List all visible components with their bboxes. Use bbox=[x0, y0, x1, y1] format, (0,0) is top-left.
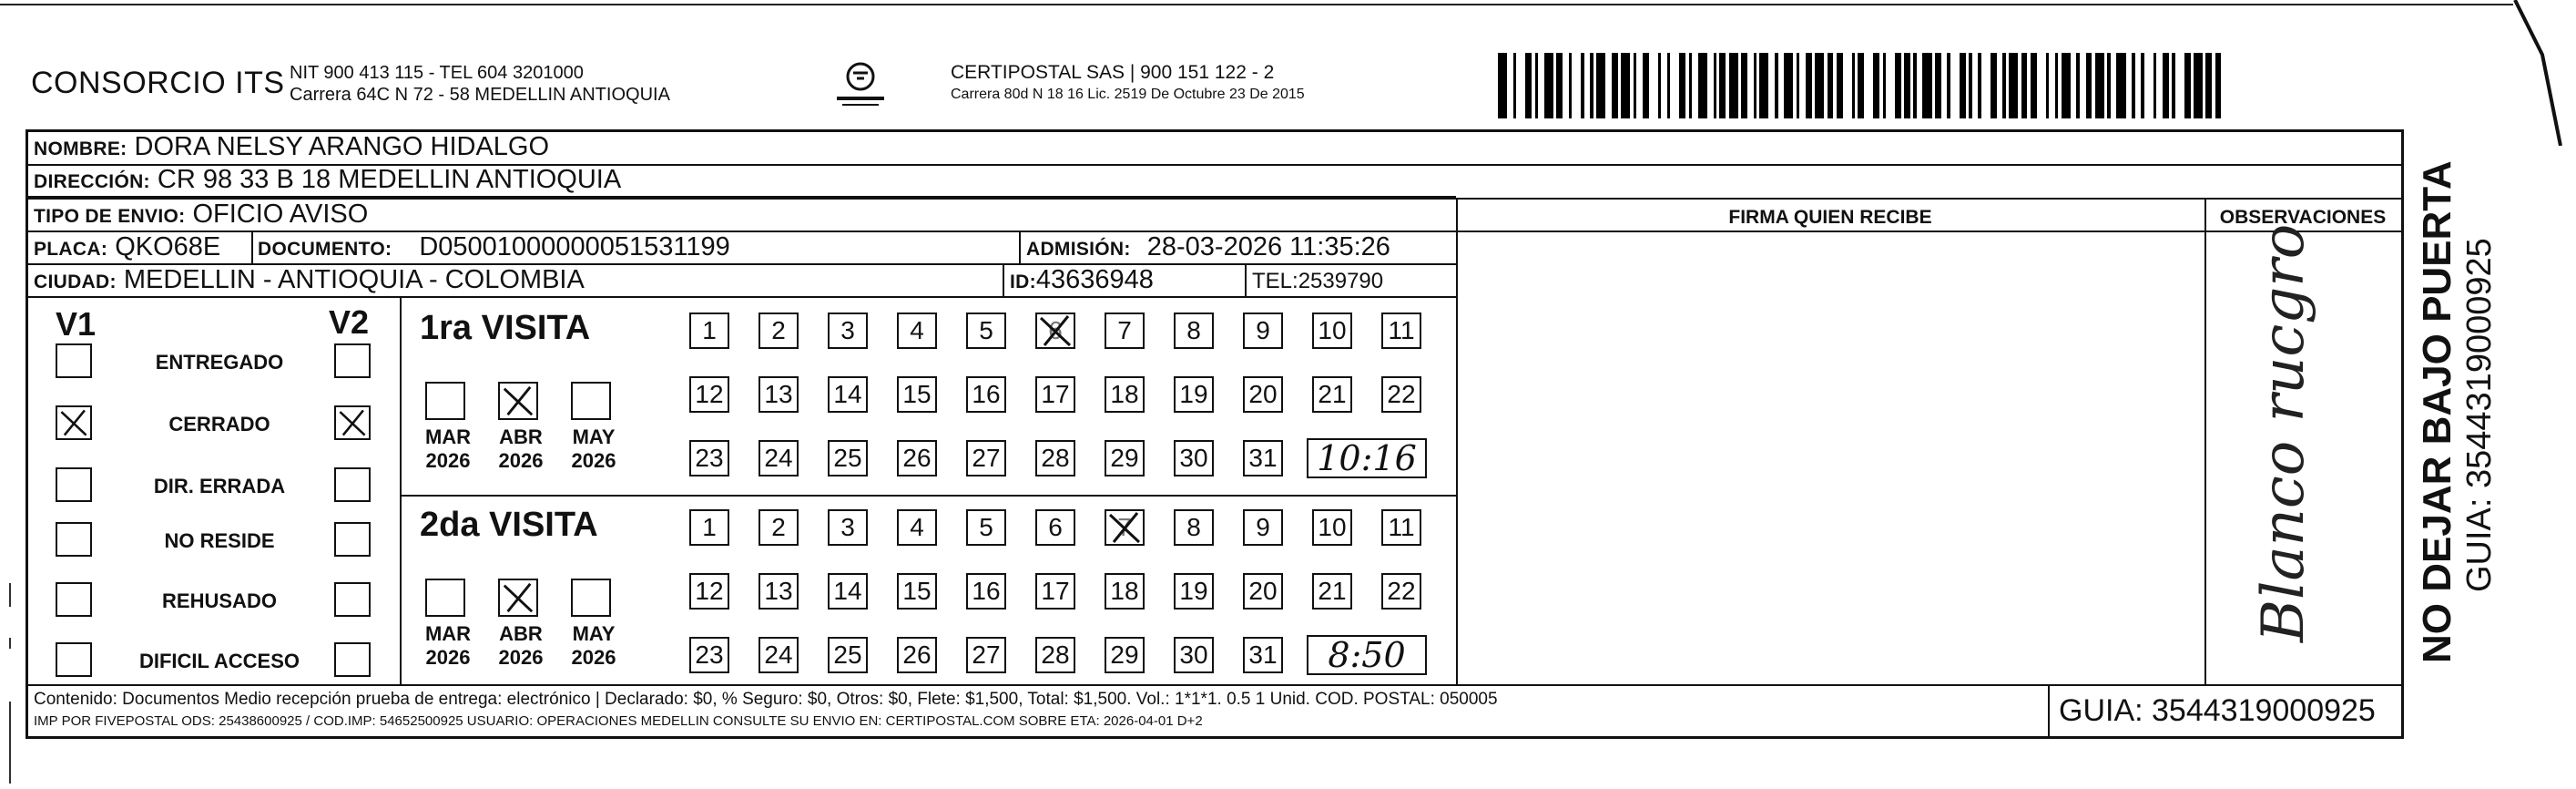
col-divider bbox=[400, 296, 402, 684]
visit2-day-box[interactable]: 19 bbox=[1174, 573, 1214, 610]
visit1-month-label: MAR bbox=[424, 425, 472, 448]
visit2-day-box[interactable]: 30 bbox=[1174, 637, 1214, 673]
side-guia: GUIA: 3544319000925 bbox=[2460, 238, 2499, 592]
check-mark-icon bbox=[1035, 313, 1075, 349]
check-mark-icon bbox=[500, 580, 536, 615]
visit1-year-label: 2026 bbox=[571, 449, 616, 472]
observations-handwriting: Blanco rucgro bbox=[2250, 223, 2317, 642]
visit2-day-box[interactable]: 27 bbox=[966, 637, 1006, 673]
id-label: ID: bbox=[1010, 272, 1036, 292]
visit2-day-box[interactable]: 17 bbox=[1035, 573, 1075, 610]
v1-header: V1 bbox=[56, 305, 97, 343]
visit1-year-label: 2026 bbox=[498, 449, 544, 472]
visit1-day-box[interactable]: 20 bbox=[1243, 376, 1283, 413]
visit2-day-box[interactable]: 21 bbox=[1312, 573, 1352, 610]
col-divider bbox=[1003, 263, 1004, 296]
visit2-day-box[interactable]: 11 bbox=[1381, 509, 1421, 546]
visit1-day-box[interactable]: 4 bbox=[897, 313, 937, 349]
visit2-day-box[interactable]: 9 bbox=[1243, 509, 1283, 546]
visit2-day-box[interactable]: 13 bbox=[759, 573, 799, 610]
placa-cell bbox=[34, 232, 220, 262]
col-divider bbox=[1019, 231, 1021, 263]
visit1-day-box[interactable]: 9 bbox=[1243, 313, 1283, 349]
visit2-day-box[interactable]: 22 bbox=[1381, 573, 1421, 610]
visit1-day-box[interactable]: 16 bbox=[966, 376, 1006, 413]
v2-checkbox[interactable] bbox=[334, 522, 371, 557]
visit2-day-box[interactable]: 28 bbox=[1035, 637, 1075, 673]
ciudad-value: MEDELLIN - ANTIOQUIA - COLOMBIA bbox=[123, 265, 585, 294]
visit2-day-box[interactable]: 6 bbox=[1035, 509, 1075, 546]
tel-cell bbox=[1252, 269, 1383, 294]
company-name: CONSORCIO ITS bbox=[31, 66, 285, 100]
visit1-day-box[interactable]: 7 bbox=[1105, 313, 1145, 349]
visit1-day-box[interactable]: 19 bbox=[1174, 376, 1214, 413]
carrier-info bbox=[951, 62, 1305, 106]
visit1-day-box[interactable]: 21 bbox=[1312, 376, 1352, 413]
visit2-day-box[interactable]: 1 bbox=[689, 509, 729, 546]
admision-label: ADMISIÓN: bbox=[1026, 239, 1131, 260]
visit2-day-mark bbox=[1105, 509, 1145, 546]
visit1-year-label: 2026 bbox=[425, 449, 471, 472]
visit1-day-box[interactable]: 15 bbox=[897, 376, 937, 413]
check-mark-icon bbox=[336, 407, 369, 438]
visit1-day-box[interactable]: 26 bbox=[897, 440, 937, 476]
col-divider bbox=[1245, 263, 1247, 296]
admision-value: 28-03-2026 11:35:26 bbox=[1146, 232, 1390, 261]
placa-label: PLACA: bbox=[34, 239, 108, 260]
visit1-day-box[interactable]: 1 bbox=[689, 313, 729, 349]
footer-line1: Contenido: Documentos Medio recepción prueba de entrega: electrónico | Declarado: $0, % Seguro: $0, Otros: $0, Flete: $1,500, Total: $1,500. Vol.: 1*1*1. 0.5 1 Unid. COD. POSTAL: 050005 bbox=[34, 690, 1498, 709]
v1-checkbox[interactable] bbox=[56, 467, 92, 502]
v2-checkbox[interactable] bbox=[334, 642, 371, 677]
visit1-day-box[interactable]: 3 bbox=[828, 313, 868, 349]
visit2-title: 2da VISITA bbox=[420, 506, 598, 544]
footer-guia: GUIA: 3544319000925 bbox=[2059, 693, 2376, 728]
sign-header: FIRMA QUIEN RECIBE bbox=[1728, 207, 1932, 228]
visit2-day-box[interactable]: 10 bbox=[1312, 509, 1352, 546]
visit1-day-mark bbox=[1035, 313, 1075, 349]
direccion-value: CR 98 33 B 18 MEDELLIN ANTIOQUIA bbox=[157, 165, 622, 194]
visit1-day-box[interactable]: 29 bbox=[1105, 440, 1145, 476]
documento-label: DOCUMENTO: bbox=[258, 239, 392, 260]
tipo-value: OFICIO AVISO bbox=[192, 200, 369, 229]
check-mark-icon bbox=[57, 407, 90, 438]
visit1-day-box[interactable]: 11 bbox=[1381, 313, 1421, 349]
visit2-day-box[interactable]: 8 bbox=[1174, 509, 1214, 546]
visit1-month-checkbox[interactable] bbox=[571, 382, 611, 420]
row-divider bbox=[28, 198, 2401, 200]
visit1-day-box[interactable]: 8 bbox=[1174, 313, 1214, 349]
visit1-month-label: MAY bbox=[572, 425, 616, 448]
visit2-day-box[interactable]: 15 bbox=[897, 573, 937, 610]
visit1-time: 10:16 bbox=[1307, 438, 1427, 478]
status-label: NO RESIDE bbox=[164, 529, 275, 552]
v1-checkbox[interactable] bbox=[56, 582, 92, 617]
ciudad-cell bbox=[34, 265, 585, 295]
visit1-day-box[interactable]: 5 bbox=[966, 313, 1006, 349]
nombre-value: DORA NELSY ARANGO HIDALGO bbox=[134, 132, 550, 161]
tipo-row bbox=[34, 200, 368, 230]
v2-checkbox[interactable] bbox=[334, 343, 371, 378]
margin-mark bbox=[9, 702, 11, 784]
visit1-month-checkbox[interactable] bbox=[498, 382, 538, 420]
visit2-day-box[interactable]: 5 bbox=[966, 509, 1006, 546]
carrier-nit: CERTIPOSTAL SAS | 900 151 122 - 2 bbox=[951, 62, 1275, 83]
nombre-label: NOMBRE: bbox=[34, 138, 127, 159]
footer-line2: IMP POR FIVEPOSTAL ODS: 25438600925 / COD.IMP: 54652500925 USUARIO: OPERACIONES MEDELLIN CONSULTE SU ENVIO EN: CERTIPOSTAL.COM SOBRE ETA: 2026-04-01 D+2 bbox=[34, 713, 1203, 729]
visit2-day-box[interactable]: 23 bbox=[689, 637, 729, 673]
col-divider bbox=[251, 231, 253, 263]
visit2-day-box[interactable]: 24 bbox=[759, 637, 799, 673]
margin-mark bbox=[9, 583, 11, 607]
id-value: 43636948 bbox=[1035, 265, 1154, 294]
status-label: ENTREGADO bbox=[155, 351, 284, 374]
visit-divider bbox=[400, 495, 1456, 497]
row-divider bbox=[28, 296, 1456, 298]
top-border-line bbox=[0, 4, 2513, 5]
documento-value: D05001000000051531199 bbox=[419, 232, 730, 261]
direccion-row bbox=[34, 165, 621, 195]
visit2-day-box[interactable]: 4 bbox=[897, 509, 937, 546]
visit1-title: 1ra VISITA bbox=[420, 309, 591, 347]
tel-label: TEL: bbox=[1252, 269, 1298, 293]
visit2-day-box[interactable]: 12 bbox=[689, 573, 729, 610]
col-divider bbox=[2048, 684, 2050, 736]
visit2-day-box[interactable]: 29 bbox=[1105, 637, 1145, 673]
documento-cell bbox=[258, 232, 730, 262]
v1-checkbox[interactable] bbox=[56, 405, 92, 440]
direccion-label: DIRECCIÓN: bbox=[34, 171, 150, 192]
visit2-day-box[interactable]: 31 bbox=[1243, 637, 1283, 673]
visit1-day-box[interactable]: 12 bbox=[689, 376, 729, 413]
ciudad-label: CIUDAD: bbox=[34, 272, 117, 292]
check-mark-icon bbox=[1105, 509, 1145, 546]
id-cell bbox=[1010, 265, 1154, 295]
placa-value: QKO68E bbox=[115, 232, 221, 261]
visit2-day-box[interactable]: 20 bbox=[1243, 573, 1283, 610]
visit2-month-label: MAR bbox=[424, 622, 472, 645]
visit1-day-box[interactable]: 25 bbox=[828, 440, 868, 476]
visit1-day-box[interactable]: 18 bbox=[1105, 376, 1145, 413]
company-nit: NIT 900 413 115 - TEL 604 3201000 bbox=[290, 63, 584, 83]
visit1-day-box[interactable]: 22 bbox=[1381, 376, 1421, 413]
visit2-month-checkbox[interactable] bbox=[498, 579, 538, 617]
side-warning: NO DEJAR BAJO PUERTA bbox=[2415, 160, 2459, 663]
visit2-day-box[interactable]: 25 bbox=[828, 637, 868, 673]
admision-cell bbox=[1026, 232, 1390, 262]
visit2-year-label: 2026 bbox=[571, 646, 616, 669]
visit1-month-label: ABR bbox=[499, 425, 543, 448]
col-divider bbox=[1456, 198, 1458, 684]
status-label: DIR. ERRADA bbox=[153, 475, 286, 497]
visit1-day-box[interactable]: 14 bbox=[828, 376, 868, 413]
status-label: DIFICIL ACCESO bbox=[138, 650, 300, 672]
company-info bbox=[290, 62, 670, 106]
v2-checkbox[interactable] bbox=[334, 405, 371, 440]
visit1-day-box[interactable]: 27 bbox=[966, 440, 1006, 476]
visit1-day-box[interactable]: 13 bbox=[759, 376, 799, 413]
barcode-icon bbox=[1498, 53, 2222, 118]
visit2-month-checkbox[interactable] bbox=[425, 579, 465, 617]
visit2-month-label: MAY bbox=[572, 622, 616, 645]
footer-divider bbox=[28, 684, 2401, 686]
visit2-time: 8:50 bbox=[1307, 635, 1427, 675]
company-address: Carrera 64C N 72 - 58 MEDELLIN ANTIOQUIA bbox=[290, 85, 670, 105]
visit1-day-box[interactable]: 30 bbox=[1174, 440, 1214, 476]
col-divider bbox=[2401, 231, 2403, 684]
v2-checkbox[interactable] bbox=[334, 582, 371, 617]
check-mark-icon bbox=[500, 384, 536, 418]
col-divider bbox=[2204, 198, 2206, 684]
delivery-form bbox=[25, 129, 2404, 739]
observations-header: OBSERVACIONES bbox=[2219, 207, 2387, 228]
visit1-day-box[interactable]: 24 bbox=[759, 440, 799, 476]
v2-checkbox[interactable] bbox=[334, 467, 371, 502]
visit2-day-box[interactable]: 7 bbox=[1105, 509, 1145, 546]
visit1-day-box[interactable]: 23 bbox=[689, 440, 729, 476]
status-label: CERRADO bbox=[168, 413, 270, 435]
visit2-year-label: 2026 bbox=[425, 646, 471, 669]
visit1-day-box[interactable]: 6 bbox=[1035, 313, 1075, 349]
margin-mark bbox=[9, 638, 11, 649]
visit1-day-box[interactable]: 28 bbox=[1035, 440, 1075, 476]
visit2-day-box[interactable]: 16 bbox=[966, 573, 1006, 610]
visit2-day-box[interactable]: 26 bbox=[897, 637, 937, 673]
v2-header: V2 bbox=[329, 303, 370, 341]
nombre-row bbox=[34, 132, 549, 162]
tel-value: 2539790 bbox=[1298, 269, 1384, 293]
visit2-day-box[interactable]: 3 bbox=[828, 509, 868, 546]
visit1-day-box[interactable]: 31 bbox=[1243, 440, 1283, 476]
v1-checkbox[interactable] bbox=[56, 522, 92, 557]
visit2-day-box[interactable]: 18 bbox=[1105, 573, 1145, 610]
visit1-month-checkbox[interactable] bbox=[425, 382, 465, 420]
visit2-year-label: 2026 bbox=[498, 646, 544, 669]
status-label: REHUSADO bbox=[162, 589, 277, 612]
visit2-month-checkbox[interactable] bbox=[571, 579, 611, 617]
v1-checkbox[interactable] bbox=[56, 642, 92, 677]
visit1-day-box[interactable]: 17 bbox=[1035, 376, 1075, 413]
visit1-day-box[interactable]: 10 bbox=[1312, 313, 1352, 349]
page-edge-mark bbox=[2506, 0, 2576, 146]
visit2-month-label: ABR bbox=[499, 622, 543, 645]
visit1-day-box[interactable]: 2 bbox=[759, 313, 799, 349]
visit2-day-box[interactable]: 14 bbox=[828, 573, 868, 610]
tipo-label: TIPO DE ENVIO: bbox=[34, 206, 186, 227]
certipostal-logo-icon bbox=[833, 58, 888, 109]
carrier-address: Carrera 80d N 18 16 Lic. 2519 De Octubre 23 De 2015 bbox=[951, 87, 1305, 102]
visit2-day-box[interactable]: 2 bbox=[759, 509, 799, 546]
v1-checkbox[interactable] bbox=[56, 343, 92, 378]
